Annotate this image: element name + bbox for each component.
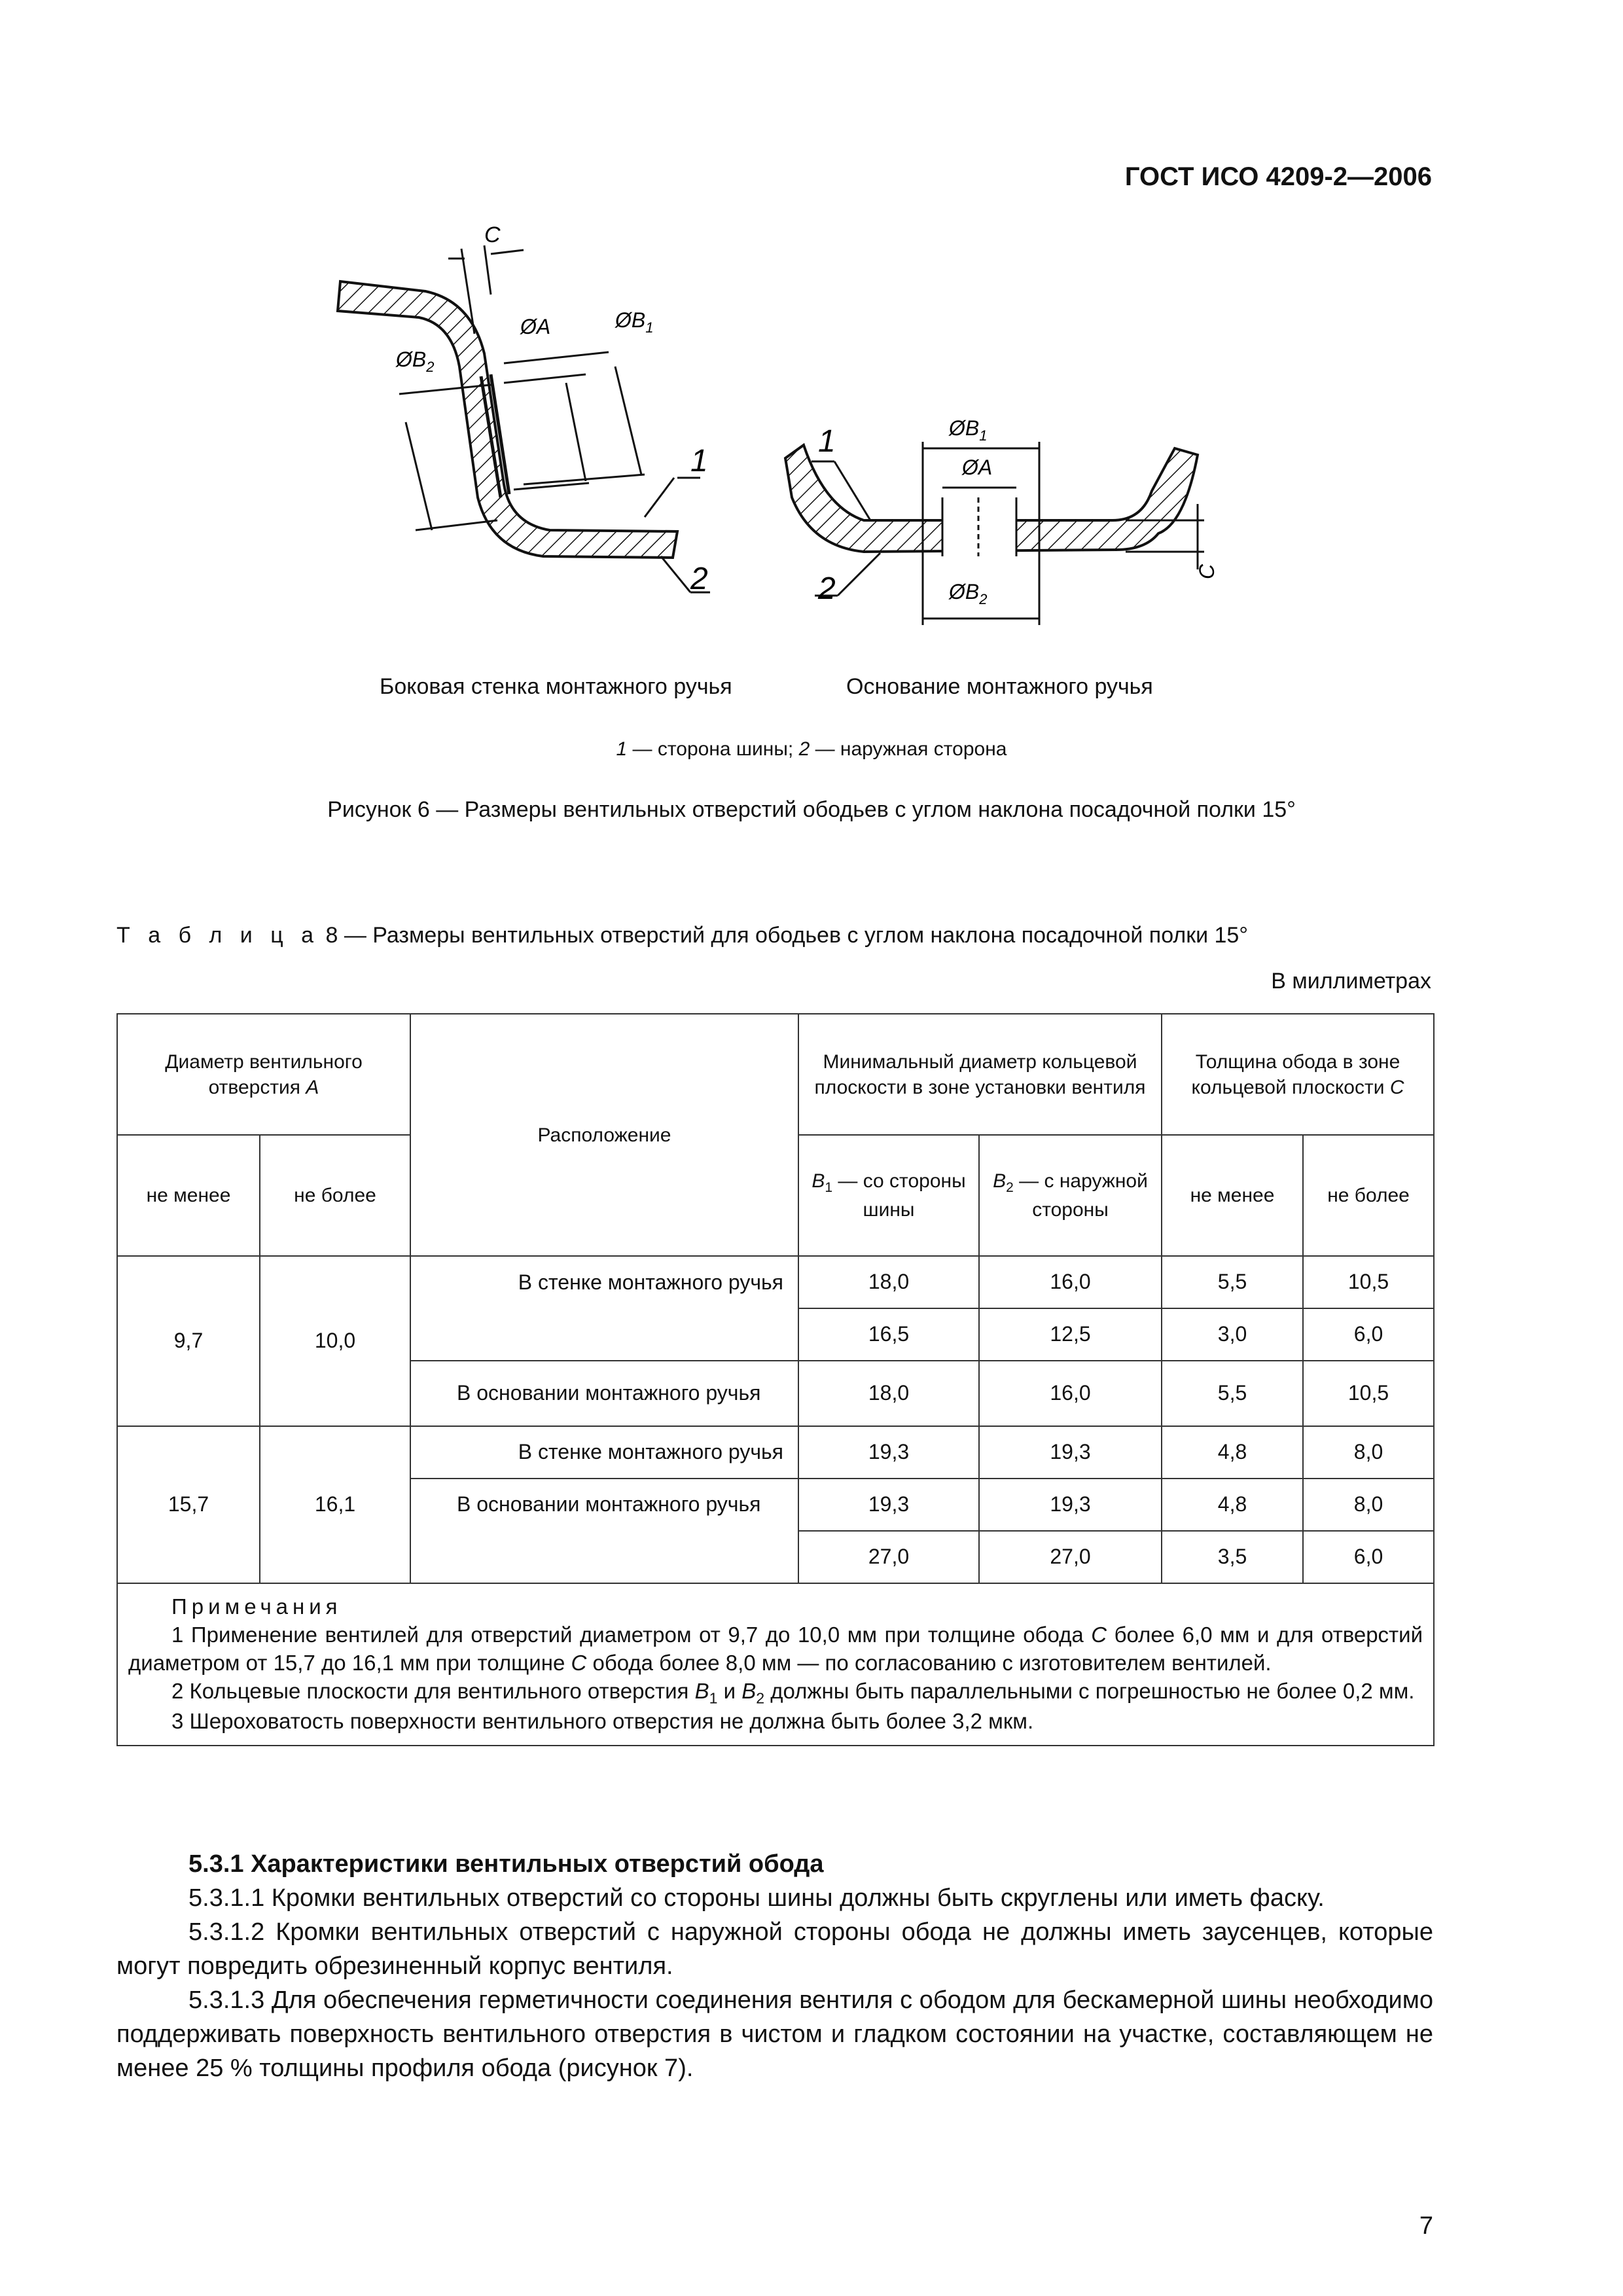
header-b2: $B_2$ — с наружной стороны: [979, 1135, 1162, 1256]
cell-dmin: 9,7: [117, 1256, 260, 1426]
page-number: 7: [1419, 2212, 1433, 2240]
cell-location-empty: [410, 1308, 798, 1361]
label-c-right: C: [1195, 564, 1219, 579]
cell-value: 6,0: [1303, 1531, 1434, 1583]
valve-hole-table: [116, 1013, 1435, 1746]
paragraph-5-3-1-2: 5.3.1.2 Кромки вентильных отверстий с наружной стороны обода не должны иметь заусенцев, которые могут повредить обрезиненный корпус вентиля.: [116, 1918, 1433, 1980]
cell-value: 27,0: [979, 1531, 1162, 1583]
table-title: Т а б л и ц а 8 — Размеры вентильных отверстий для ободьев с углом наклона посадочной полки 15°: [116, 923, 1248, 948]
label-b2-right: $ØB_2$: [949, 580, 988, 607]
section-heading: 5.3.1 Характеристики вентильных отверстий обода: [188, 1850, 824, 1878]
cell-value: 8,0: [1303, 1479, 1434, 1531]
section-text: [116, 1847, 1433, 2085]
table-row: [117, 1256, 1434, 1308]
header-b1: $B_1$ — со стороны шины: [798, 1135, 979, 1256]
note-3: 3 Шероховатость поверхности вентильного отверстия не должна быть более 3,2 мкм.: [171, 1709, 1034, 1734]
callout-1-left: 1: [690, 444, 708, 478]
notes-title: Примечания: [171, 1594, 342, 1619]
cell-value: 27,0: [798, 1531, 979, 1583]
callout-2-right: 2: [818, 571, 836, 606]
cell-location: В основании монтажного ручья: [410, 1361, 798, 1426]
header-max: не более: [260, 1135, 410, 1256]
cell-value: 12,5: [979, 1308, 1162, 1361]
label-b1-left: $ØB_1$: [615, 308, 654, 336]
cell-dmax: 16,1: [260, 1426, 410, 1583]
cell-value: 3,0: [1162, 1308, 1303, 1361]
table-units: В миллиметрах: [1271, 969, 1431, 994]
label-c-left: C: [484, 223, 501, 247]
figure-caption-left: Боковая стенка монтажного ручья: [380, 674, 732, 699]
note-1: 1 Применение вентилей для отверстий диаметром от 9,7 до 10,0 мм при толщине обода C более 6,0 мм и для отверстий диаметром от 15,7 до 16,1 мм при толщине C обода более 8,0 мм — по согласованию с изготовителем вентилей.: [128, 1622, 1423, 1675]
figure-caption-right: Основание монтажного ручья: [846, 674, 1153, 699]
label-a-right: ØA: [962, 456, 993, 479]
valve-hole-figure: [275, 223, 1283, 681]
header-thickness: Толщина обода в зоне кольцевой плоскости C: [1162, 1014, 1434, 1135]
cell-value: 5,5: [1162, 1361, 1303, 1426]
cell-value: 16,0: [979, 1256, 1162, 1308]
label-b2-left: $ØB_2$: [396, 348, 435, 375]
figure-title: Рисунок 6 — Размеры вентильных отверстий ободьев с углом наклона посадочной полки 15°: [327, 797, 1296, 822]
document-header: ГОСТ ИСО 4209-2—2006: [1124, 162, 1432, 191]
note-2: 2 Кольцевые плоскости для вентильного отверстия $B_1$ и $B_2$ должны быть параллельными с погрешностью не более 0,2 мм.: [171, 1678, 1415, 1707]
cell-value: 8,0: [1303, 1426, 1434, 1479]
cell-location: В стенке монтажного ручья: [410, 1426, 798, 1479]
table-notes: [117, 1583, 1434, 1746]
cell-value: 6,0: [1303, 1308, 1434, 1361]
cell-value: 18,0: [798, 1361, 979, 1426]
figure-legend: 1 — сторона шины; 2 — наружная сторона: [616, 738, 1007, 760]
table-row: [117, 1426, 1434, 1479]
label-b1-right: $ØB_1$: [949, 416, 988, 444]
header-min-diameter: Минимальный диаметр кольцевой плоскости в зоне установки вентиля: [798, 1014, 1162, 1135]
cell-value: 10,5: [1303, 1361, 1434, 1426]
cell-location: В стенке монтажного ручья: [410, 1256, 798, 1308]
cell-value: 4,8: [1162, 1479, 1303, 1531]
callout-1-right: 1: [818, 424, 836, 459]
cell-value: 18,0: [798, 1256, 979, 1308]
cell-value: 10,5: [1303, 1256, 1434, 1308]
header-min2: не менее: [1162, 1135, 1303, 1256]
header-max2: не более: [1303, 1135, 1434, 1256]
header-diameter: Диаметр вентильного отверстия A: [117, 1014, 410, 1135]
cell-value: 19,3: [979, 1426, 1162, 1479]
cell-value: 19,3: [798, 1426, 979, 1479]
paragraph-5-3-1-3: 5.3.1.3 Для обеспечения герметичности соединения вентиля с ободом для бескамерной шины необходимо поддерживать поверхность вентильного отверстия в чистом и гладком состоянии на участке, составляющем не менее 25 % толщины профиля обода (рисунок 7).: [116, 1986, 1433, 2082]
cell-value: 3,5: [1162, 1531, 1303, 1583]
label-a-left: ØA: [520, 315, 551, 338]
cell-value: 16,0: [979, 1361, 1162, 1426]
cell-value: 4,8: [1162, 1426, 1303, 1479]
header-location: Расположение: [410, 1014, 798, 1256]
callout-2-left: 2: [690, 562, 708, 596]
cell-value: 5,5: [1162, 1256, 1303, 1308]
cell-value: 19,3: [979, 1479, 1162, 1531]
cell-dmin: 15,7: [117, 1426, 260, 1583]
header-min: не менее: [117, 1135, 260, 1256]
cell-value: 19,3: [798, 1479, 979, 1531]
cell-location: В основании монтажного ручья: [410, 1479, 798, 1583]
cell-value: 16,5: [798, 1308, 979, 1361]
cell-dmax: 10,0: [260, 1256, 410, 1426]
paragraph-5-3-1-1: 5.3.1.1 Кромки вентильных отверстий со стороны шины должны быть скруглены или иметь фаску.: [188, 1884, 1325, 1912]
